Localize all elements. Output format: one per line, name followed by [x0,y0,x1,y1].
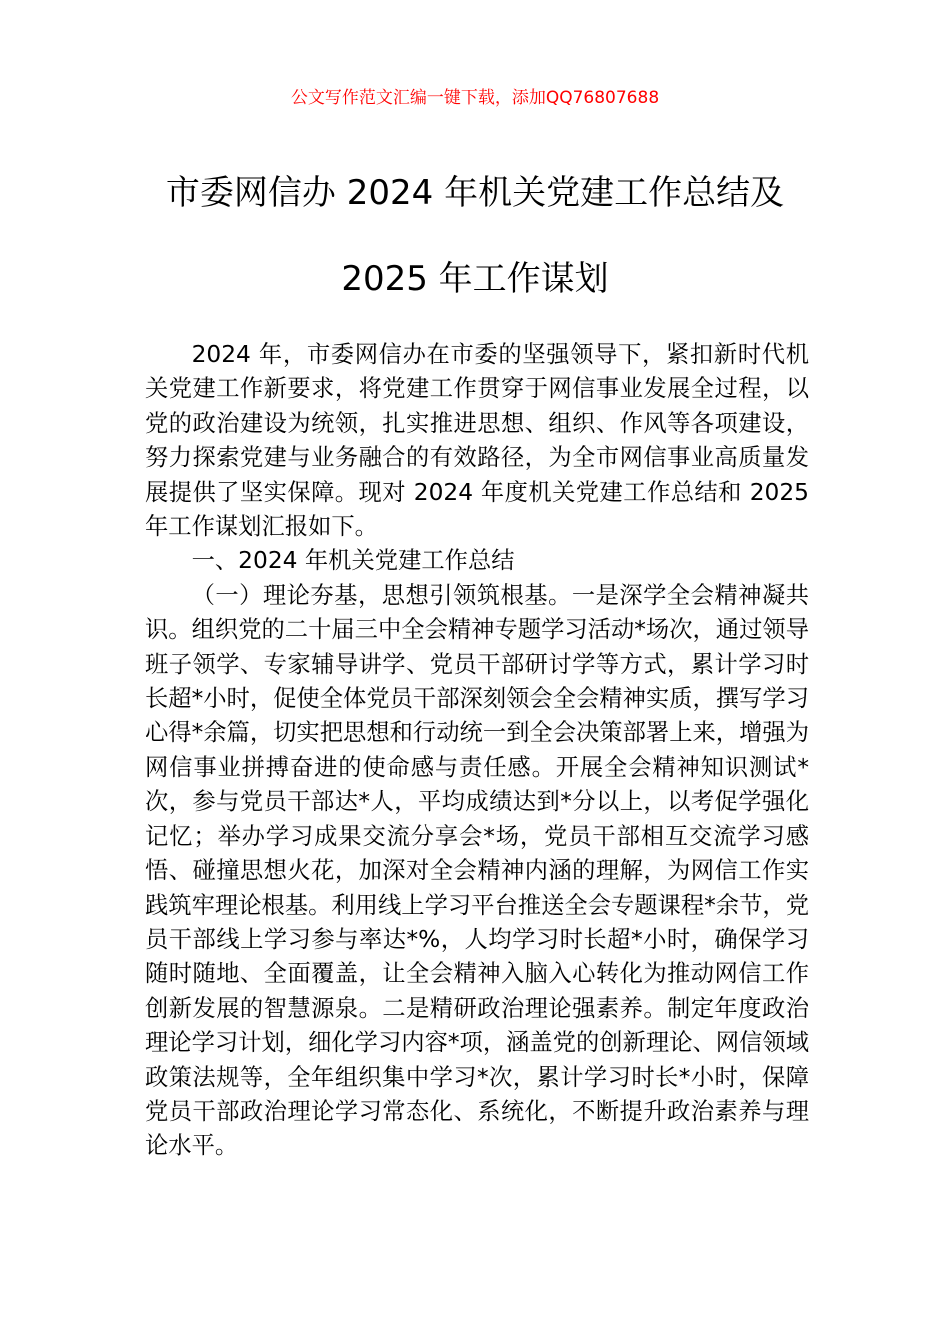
document-body [145,338,809,1164]
section-heading-1: 一、2024 年机关党建工作总结 [191,547,515,575]
title-line-2: 2025 年工作谋划 [341,259,609,299]
section-paragraph-1: （一）理论夯基，思想引领筑根基。一是深学全会精神凝共识。组织党的二十届三中全会精神专题学习活动*场次，通过领导班子领学、专家辅导讲学、党员干部研讨学等方式，累计学习时长超*小时，促使全体党员干部深刻领会全会精神实质，撰写学习心得*余篇，切实把思想和行动统一到全会决策部署上来，增强为网信事业拼搏奋进的使命感与责任感。开展全会精神知识测试*次，参与党员干部达*人，平均成绩达到*分以上，以考促学强化记忆；举办学习成果交流分享会*场，党员干部相互交流学习感悟、碰撞思想火花，加深对全会精神内涵的理解，为网信工作实践筑牢理论根基。利用线上学习平台推送全会专题课程*余节，党员干部线上学习参与率达*%，人均学习时长超*小时，确保学习随时随地、全面覆盖，让全会精神入脑入心转化为推动网信工作创新发展的智慧源泉。二是精研政治理论强素养。制定年度政治理论学习计划，细化学习内容*项，涵盖党的创新理论、网信领域政策法规等，全年组织集中学习*次，累计学习时长*小时，保障党员干部政治理论学习常态化、系统化，不断提升政治素养与理论水平。 [145,581,809,1160]
title-line-1: 市委网信办 2024 年机关党建工作总结及 [165,173,785,213]
watermark-banner: 公文写作范文汇编一键下载，添加QQ76807688 [290,88,660,108]
document-title [90,150,860,322]
intro-paragraph: 2024 年，市委网信办在市委的坚强领导下，紧扣新时代机关党建工作新要求，将党建工作贯穿于网信事业发展全过程，以党的政治建设为统领，扎实推进思想、组织、作风等各项建设，努力探索党建与业务融合的有效路径，为全市网信事业高质量发展提供了坚实保障。现对 2024 年度机关党建工作总结和 2025 年工作谋划汇报如下。 [145,341,809,541]
